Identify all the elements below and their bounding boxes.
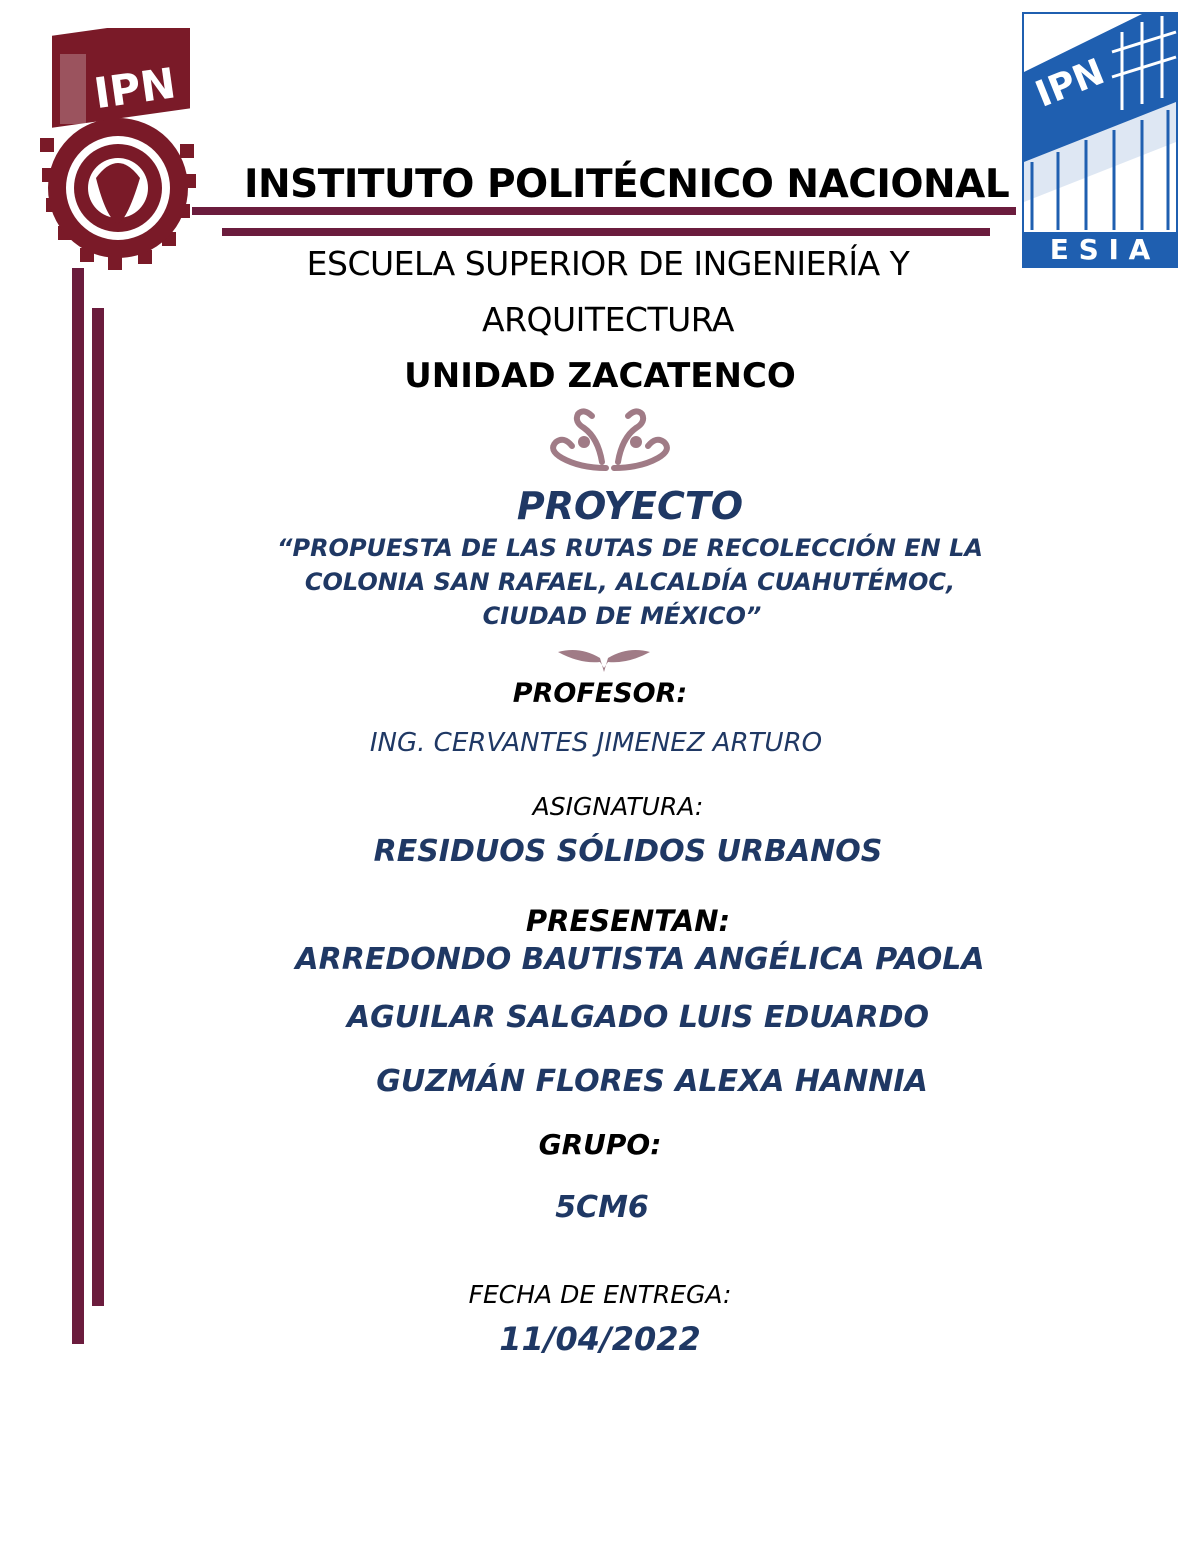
unit-name: UNIDAD ZACATENCO <box>404 356 796 396</box>
delivery-date: 11/04/2022 <box>499 1320 701 1358</box>
delivery-label: FECHA DE ENTREGA: <box>468 1280 732 1309</box>
project-title-line2: COLONIA SAN RAFAEL, ALCALDÍA CUAHUTÉMOC, <box>304 568 956 596</box>
project-heading: PROYECTO <box>516 484 744 528</box>
group-label: GRUPO: <box>538 1128 662 1161</box>
esia-logo <box>1022 12 1178 268</box>
flourish-ornament-middle <box>556 644 652 674</box>
esia-text: E S I A <box>1049 233 1151 266</box>
header-rule-top <box>192 207 1016 215</box>
project-title-line1: “PROPUESTA DE LAS RUTAS DE RECOLECCIÓN EN LA <box>277 534 983 562</box>
presenter-3: GUZMÁN FLORES ALEXA HANNIA <box>376 1064 928 1099</box>
project-title-line3: CIUDAD DE MÉXICO” <box>482 602 762 630</box>
esia-ipn-text: IPN <box>1030 51 1111 116</box>
professor-name: ING. CERVANTES JIMENEZ ARTURO <box>369 728 823 758</box>
presenters-label: PRESENTAN: <box>525 904 731 938</box>
ipn-logo-text: IPN <box>91 58 179 119</box>
school-name-line2: ARQUITECTURA <box>482 300 734 339</box>
header-rule-bottom <box>222 228 990 236</box>
institution-title: INSTITUTO POLITÉCNICO NACIONAL <box>244 162 1010 207</box>
subject-label: ASIGNATURA: <box>532 792 704 821</box>
flourish-ornament-top <box>540 402 680 474</box>
professor-label: PROFESOR: <box>512 678 688 709</box>
presenter-2: AGUILAR SALGADO LUIS EDUARDO <box>346 1000 930 1035</box>
group-value: 5CM6 <box>555 1190 649 1225</box>
presenter-1: ARREDONDO BAUTISTA ANGÉLICA PAOLA <box>295 942 985 977</box>
school-name-line1: ESCUELA SUPERIOR DE INGENIERÍA Y <box>306 244 910 283</box>
ipn-logo <box>36 28 198 272</box>
subject-name: RESIDUOS SÓLIDOS URBANOS <box>373 834 883 869</box>
